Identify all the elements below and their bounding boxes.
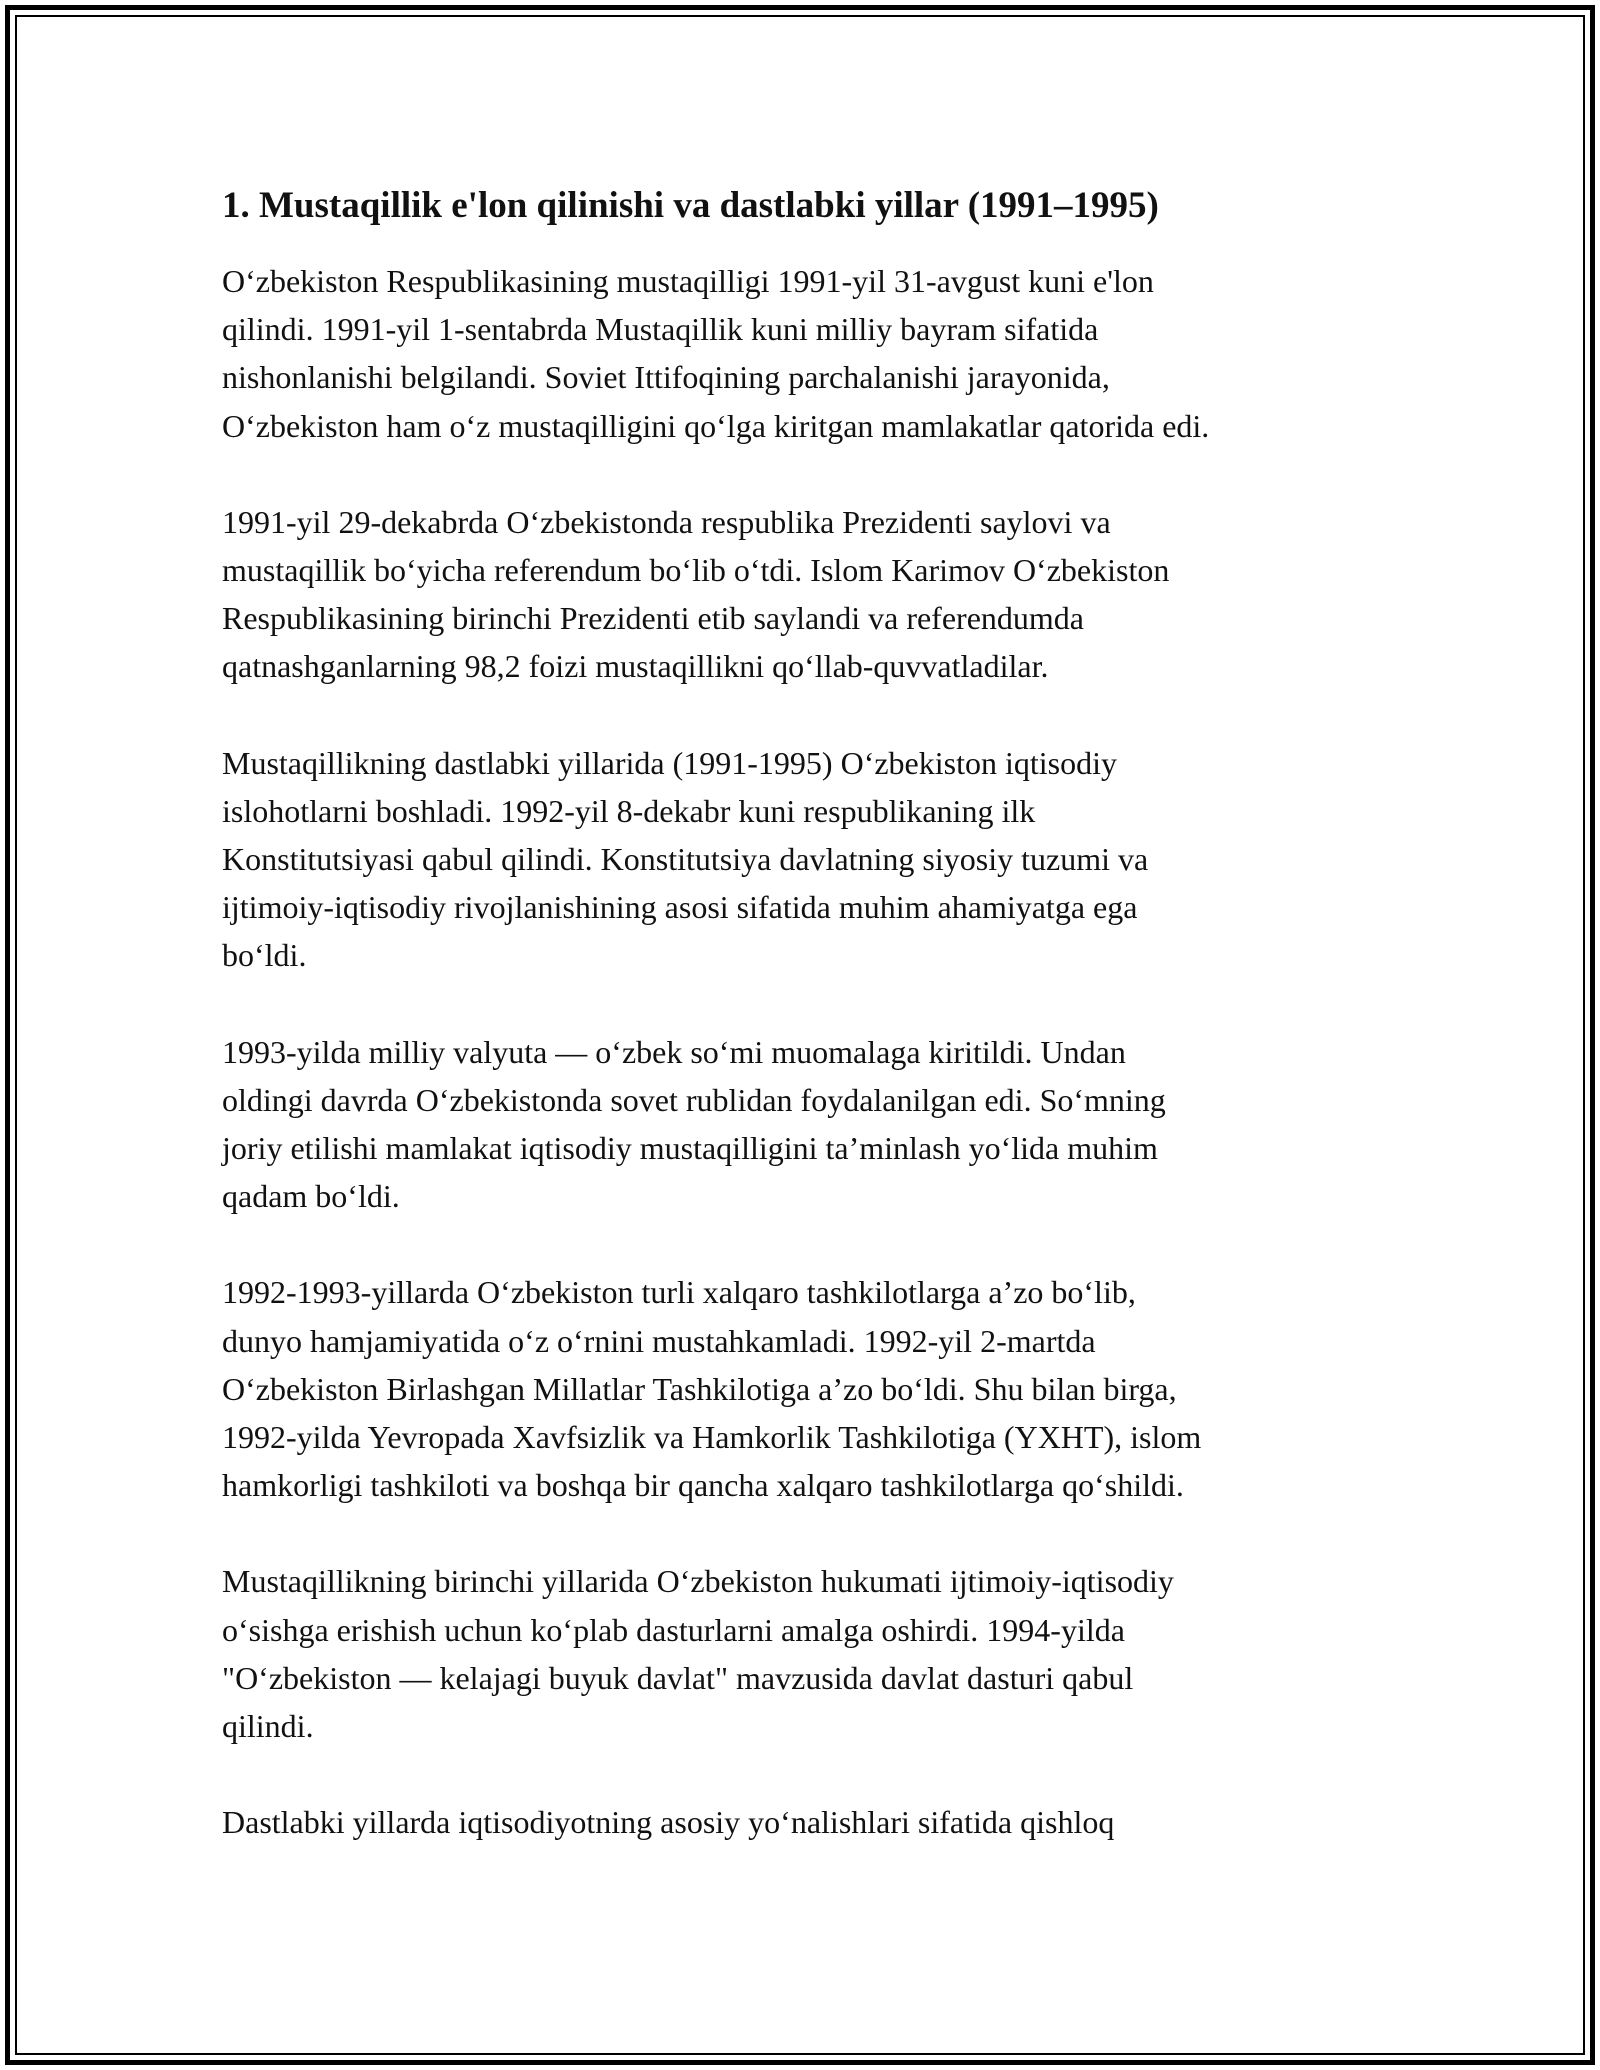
text-line: Mustaqillikning birinchi yillarida O‘zbekiston hukumati ijtimoiy-iqtisodiy [222,1563,1174,1600]
text-line: 1991-yil 29-dekabrda O‘zbekistonda respublika Prezidenti saylovi va [222,503,1111,540]
text-line: "O‘zbekiston — kelajagi buyuk davlat" mavzusida davlat dasturi qabul [222,1659,1134,1696]
text-line: oldingi davrda O‘zbekistonda sovet rublidan foydalanilgan edi. So‘mning [222,1081,1166,1118]
text-line: O‘zbekiston Birlashgan Millatlar Tashkilotiga a’zo bo‘ldi. Shu bilan birga, [222,1370,1177,1407]
text-line: Mustaqillikning dastlabki yillarida (1991-1995) O‘zbekiston iqtisodiy [222,744,1117,781]
paragraph-referendum [222,498,1382,691]
paragraph-state-programs [222,1557,1382,1750]
text-line: islohotlarni boshladi. 1992-yil 8-dekabr kuni respublikaning ilk [222,792,1036,829]
text-line: O‘zbekiston ham o‘z mustaqilligini qo‘lga kiritgan mamlakatlar qatorida edi. [222,407,1210,444]
paragraph-international-organizations [222,1268,1382,1509]
text-line: 1992-yilda Yevropada Xavfsizlik va Hamkorlik Tashkilotiga (YXHT), islom [222,1419,1202,1456]
paragraph-independence-declaration [222,257,1382,450]
text-line: O‘zbekiston Respublikasining mustaqilligi 1991-yil 31-avgust kuni e'lon [222,263,1154,299]
text-line: Respublikasining birinchi Prezidenti etib saylandi va referendumda [222,600,1084,637]
text-line: qadam bo‘ldi. [222,1178,400,1215]
text-line: joriy etilishi mamlakat iqtisodiy mustaqilligini ta’minlash yo‘lida muhim [222,1130,1158,1167]
text-line: ijtimoiy-iqtisodiy rivojlanishining asosi sifatida muhim ahamiyatga ega [222,889,1138,926]
text-line: hamkorligi tashkiloti va boshqa bir qancha xalqaro tashkilotlarga qo‘shildi. [222,1467,1184,1504]
paragraph-constitution [222,739,1382,980]
text-line: bo‘ldi. [222,937,307,974]
text-line: mustaqillik bo‘yicha referendum bo‘lib o‘tdi. Islom Karimov O‘zbekiston [222,552,1170,589]
text-line: 1992-1993-yillarda O‘zbekiston turli xalqaro tashkilotlarga a’zo bo‘lib, [222,1274,1136,1311]
section-heading: 1. Mustaqillik e'lon qilinishi va dastlabki yillar (1991–1995) [222,185,1159,226]
text-line: dunyo hamjamiyatida o‘z o‘rnini mustahkamladi. 1992-yil 2-martda [222,1322,1096,1359]
text-line: nishonlanishi belgilandi. Soviet Ittifoqining parchalanishi jarayonida, [222,359,1110,396]
text-line: qatnashganlarning 98,2 foizi mustaqillikni qo‘llab-quvvatladilar. [222,648,1049,685]
text-line: o‘sishga erishish uchun ko‘plab dasturlarni amalga oshirdi. 1994-yilda [222,1611,1125,1648]
document-body [222,183,1382,1894]
text-line: qilindi. 1991-yil 1-sentabrda Mustaqillik kuni milliy bayram sifatida [222,311,1099,348]
text-line: qilindi. [222,1708,314,1745]
paragraph-economy-directions [222,1798,1382,1846]
text-line: Dastlabki yillarda iqtisodiyotning asosiy yo‘nalishlari sifatida qishloq [222,1804,1115,1841]
text-line: Konstitutsiyasi qabul qilindi. Konstitutsiya davlatning siyosiy tuzumi va [222,841,1149,878]
paragraph-national-currency [222,1028,1382,1221]
text-line: 1993-yilda milliy valyuta — o‘zbek so‘mi muomalaga kiritildi. Undan [222,1033,1126,1070]
